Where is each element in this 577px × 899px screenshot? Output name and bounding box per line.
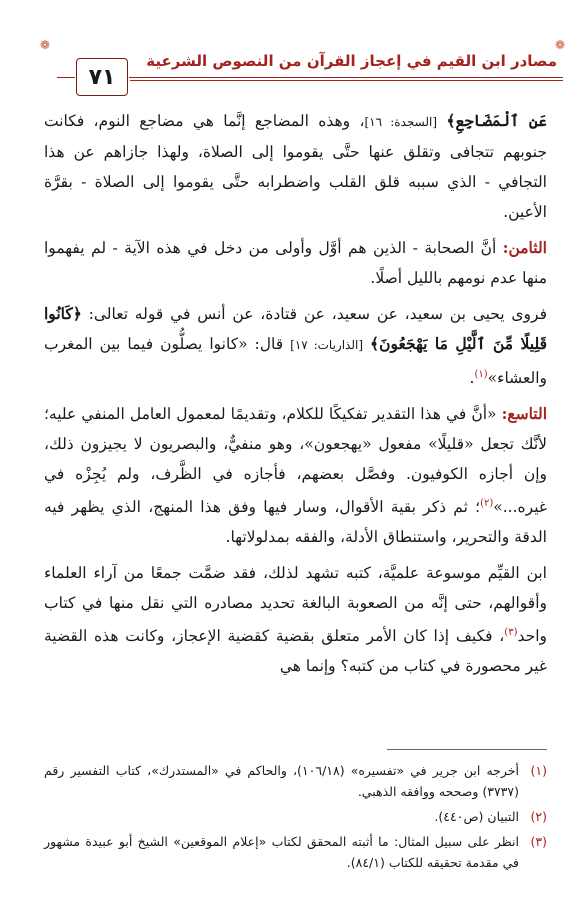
- footnote-item: [44, 831, 547, 873]
- footnote-marker-1[interactable]: (١): [474, 369, 488, 380]
- quran-verse: ﴿كَانُوا قَلِيلًا مِّنَ ٱلَّيْلِ مَا يَهْجَعُونَ﴾: [44, 304, 547, 353]
- paragraph-text: ابن القيِّم موسوعة علميَّة، كتبه تشهد لذلك، فقد ضمَّت جمعًا من آراء العلماء وأقوالهم، حتى إنَّه من الصعوبة البالغة تحديد مصادره التي نقل منها في كتاب واحد: [44, 564, 547, 646]
- paragraph-text: ، فكيف إذا كان الأمر متعلق بقضية كقضية الإعجاز، وكانت هذه القضية غير محصورة في كتاب من كتبه؟ وإنما هي: [44, 627, 547, 676]
- paragraph-1: [44, 106, 547, 227]
- paragraph-end: .: [469, 369, 475, 388]
- footnote-number: (٣): [530, 834, 547, 849]
- page-number: ٧١: [76, 58, 128, 96]
- footnote-number: (٢): [530, 809, 547, 824]
- paragraph-text: ، وهذه المضاجع إنَّما هي مضاجع النوم، فكانت جنوبهم تتجافى وتقلق عنها حتَّى يقوموا إلى الصلاة، ولهذا جازاهم عن هذا التجافي - الذي سببه قلق القلب واضطرابه حتَّى يقوموا إلى الصلاة - بقرَّة الأعين.: [44, 112, 547, 221]
- footnote-item: [44, 806, 547, 827]
- ornament-left-icon: ❁: [40, 38, 51, 52]
- point-heading-ninth: التاسع:: [501, 404, 547, 424]
- paragraph-3: [44, 299, 547, 393]
- paragraph-2: [44, 233, 547, 293]
- running-title: مصادر ابن القيم في إعجاز القرآن من النصوص الشرعية: [146, 52, 557, 70]
- footnote-separator: [387, 749, 547, 750]
- paragraph-4: [44, 399, 547, 552]
- main-text: [44, 106, 547, 687]
- quran-verse-fragment: عَنِ ٱلْمَضَاجِعِ﴾: [446, 111, 547, 130]
- paragraph-text: ؛ ثم ذكر بقية الأقوال، وسار فيها وفق هذا المنهج، الذي يظهر فيه الدقة والتحرير، واستنطاق الأدلة، والفقه بمدلولاتها.: [44, 498, 547, 547]
- footnote-marker-3[interactable]: (٣): [504, 627, 518, 639]
- paragraph-text: «أنَّ في هذا التقدير تفكيكًا للكلام، وتقديمًا لمعمول العامل المنفي عليه؛ لأنَّك تجعل «قليلًا» مفعول «يهجعون»، وهو منفيٌّ، والبصريون لا يجيزون ذلك، وإن أجازه الكوفيون. وفصَّل بعضهم، فأجازه في الظَّرف، ولم يُجِزْه في غيره...»: [44, 405, 547, 517]
- paragraph-5: [44, 558, 547, 681]
- point-heading-eighth: الثامن:: [502, 238, 547, 257]
- paragraph-text: أنَّ الصحابة - الذين هم أوَّل وأولى من دخل في هذه الآية - لم يفهموا منها عدم نومهم بالليل أصلًا.: [44, 239, 547, 287]
- footnote-text: انظر على سبيل المثال: ما أثبته المحقق لكتاب «إعلام الموقعين» الشيخ أبو عبيدة مشهور في مقدمة تحقيقه للكتاب (٨٤/١).: [44, 834, 519, 870]
- paragraph-text: قال: «كانوا يصلُّون فيما بين المغرب والعشاء»: [44, 335, 547, 388]
- footnotes: [44, 760, 547, 877]
- footnote-marker-2[interactable]: (٢): [480, 498, 494, 510]
- footnote-text: أخرجه ابن جرير في «تفسيره» (١٠٦/١٨)، والحاكم في «المستدرك»، كتاب التفسير رقم (٣٧٣٧) وصححه ووافقه الذهبي.: [44, 763, 519, 799]
- verse-reference: [السجدة: ١٦]: [364, 115, 438, 129]
- footnote-item: [44, 760, 547, 802]
- verse-reference: [الذاريات: ١٧]: [290, 338, 364, 352]
- footnote-text: التبيان (ص٤٤٠).: [434, 809, 519, 824]
- ornament-right-icon: ❁: [554, 38, 565, 52]
- header-rule: [130, 77, 563, 81]
- paragraph-text: فروى يحيى بن سعيد، عن سعيد، عن قتادة، عن أنس في قوله تعالى:: [88, 305, 547, 323]
- footnote-number: (١): [530, 763, 547, 778]
- page-header: [40, 34, 565, 90]
